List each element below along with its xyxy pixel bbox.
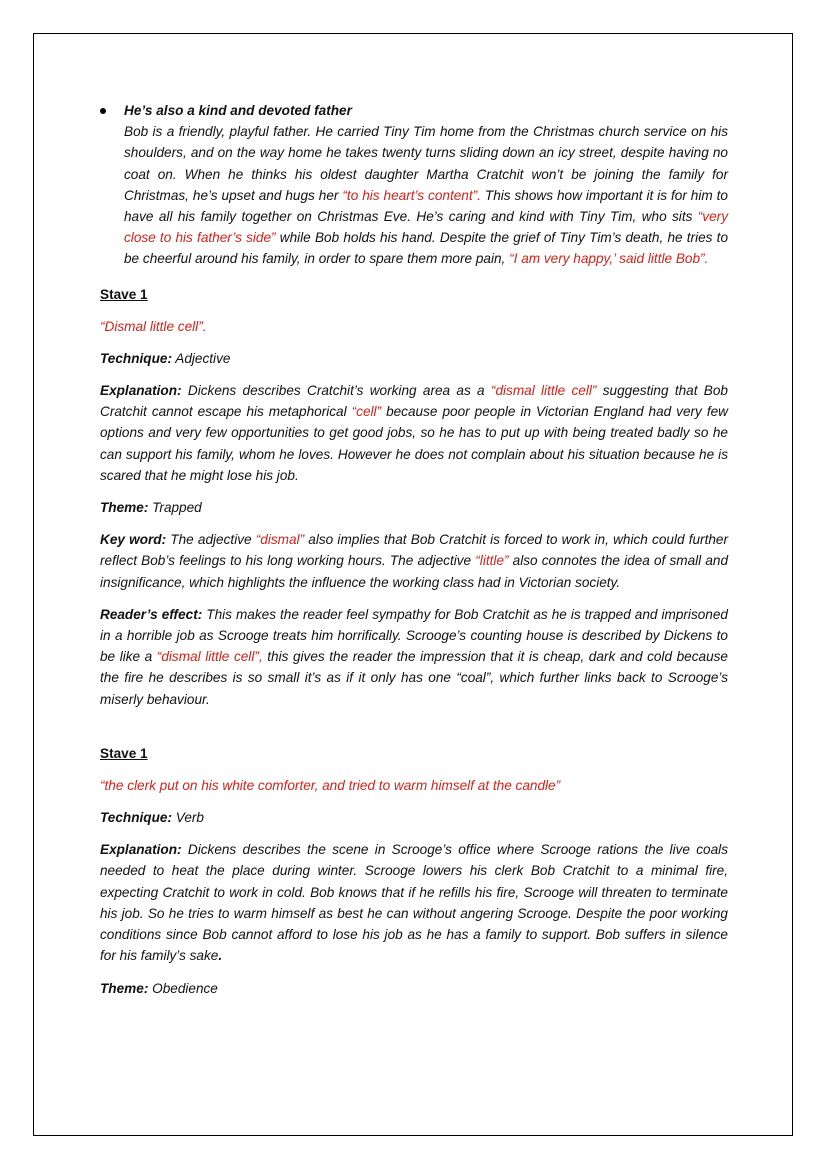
technique-1 <box>100 348 728 369</box>
text-run: Bob is a friendly, playful father. He carried Tiny Tim home from the Christmas church service on his shoulders, and on the way home he takes twenty turns sliding down an icy street, despite having no coat on. When he thinks his oldest daughter Martha Cratchit won’t be joining the family for Christmas, he’s upset and hugs her <box>124 124 728 203</box>
text-run: while Bob holds his hand. Despite the grief of Tiny Tim’s death, he tries to be cheerful around his family, in order to spare them more pain, <box>124 230 728 267</box>
text-run: This shows how important it is for him to have all his family together on Christmas Eve. He’s caring and kind with Tiny Tim, who sits <box>124 187 728 225</box>
quoted-text: “to his heart’s content”. <box>342 187 481 203</box>
quoted-text: “cell” <box>351 404 382 420</box>
quoted-text: “little” <box>475 553 509 569</box>
quote-2: “the clerk put on his white comforter, and tried to warm himself at the candle” <box>100 777 561 793</box>
bullet-icon <box>100 108 106 114</box>
text-run: Dickens describes Cratchit’s working area as a <box>181 383 491 399</box>
explanation-text <box>100 383 728 483</box>
keyword-label: Key word: <box>100 532 167 548</box>
bullet-section <box>100 100 728 270</box>
theme-label: Theme: <box>100 980 149 996</box>
keyword-1 <box>100 529 728 593</box>
document-body <box>100 100 728 999</box>
explanation-1 <box>100 380 728 486</box>
text-run: . <box>218 948 223 964</box>
quoted-text: “very close to his father’s side” <box>124 209 728 246</box>
quoted-text: “dismal” <box>255 532 305 548</box>
explanation-2 <box>100 839 728 966</box>
technique-value: Adjective <box>172 350 231 366</box>
effect-1 <box>100 604 728 710</box>
technique-label: Technique: <box>100 350 172 366</box>
quoted-text: “I am very happy,’ said little Bob”. <box>509 251 709 267</box>
theme-label: Theme: <box>100 500 149 516</box>
technique-value: Verb <box>172 810 204 826</box>
text-run: because poor people in Victorian England had very few options and very few opportunities to get good jobs, so he has to put up with being treated badly so he can support his family, whom he loves. However he does not complain about his situation because he is scared that he might lose his job. <box>100 404 728 483</box>
bullet-title: He’s also a kind and devoted father <box>124 103 352 118</box>
text-run: This makes the reader feel sympathy for Bob Cratchit as he is trapped and imprisoned in a horrible job as Scrooge treats him horrifically. Scrooge’s counting house is described by Dickens to be like a <box>100 606 728 665</box>
text-run: The adjective <box>166 532 256 548</box>
text-run: also implies that Bob Cratchit is forced to work in, which could further reflect Bob’s feelings to his long working hours. The adjective <box>100 532 728 569</box>
text-run: suggesting that Bob Cratchit cannot escape his metaphorical <box>100 383 728 420</box>
explanation-label: Explanation: <box>100 383 182 399</box>
technique-label: Technique: <box>100 810 172 826</box>
technique-2 <box>100 807 728 828</box>
section-heading-1: Stave 1 <box>100 286 148 302</box>
text-run: this gives the reader the impression that it is cheap, dark and cold because the fire he describes is so small it’s as if it only has one “coal”, which further links back to Scrooge’s miserly behaviour. <box>100 649 728 707</box>
quoted-text: “dismal little cell” <box>490 383 597 399</box>
explanation-label: Explanation: <box>100 842 182 858</box>
text-run: also connotes the idea of small and insignificance, which highlights the influence the working class had in Victorian society. <box>100 553 729 590</box>
theme-value: Trapped <box>148 500 202 516</box>
bullet-paragraph <box>124 121 728 269</box>
section-heading-2: Stave 1 <box>100 745 148 761</box>
keyword-text <box>100 532 728 589</box>
effect-label: Reader’s effect: <box>100 606 203 622</box>
quote-1: “Dismal little cell”. <box>100 318 207 334</box>
explanation-text <box>100 842 728 963</box>
text-run: Dickens describes the scene in Scrooge’s office where Scrooge rations the live coals needed to heat the place during winter. Scrooge lowers his clerk Bob Cratchit to a minimal fire, expecting Cratchit to work in cold. Bob knows that if he refills his fire, Scrooge will threaten to terminate his job. So he tries to warm himself as best he can without angering Scrooge. Despite the poor working conditions since Bob cannot afford to lose his job as he has a family to support. Bob suffers in silence for his family’s sake <box>100 842 728 964</box>
theme-value: Obedience <box>148 980 218 996</box>
theme-2 <box>100 978 728 999</box>
quoted-text: “dismal little cell”, <box>156 649 263 665</box>
theme-1 <box>100 497 728 518</box>
